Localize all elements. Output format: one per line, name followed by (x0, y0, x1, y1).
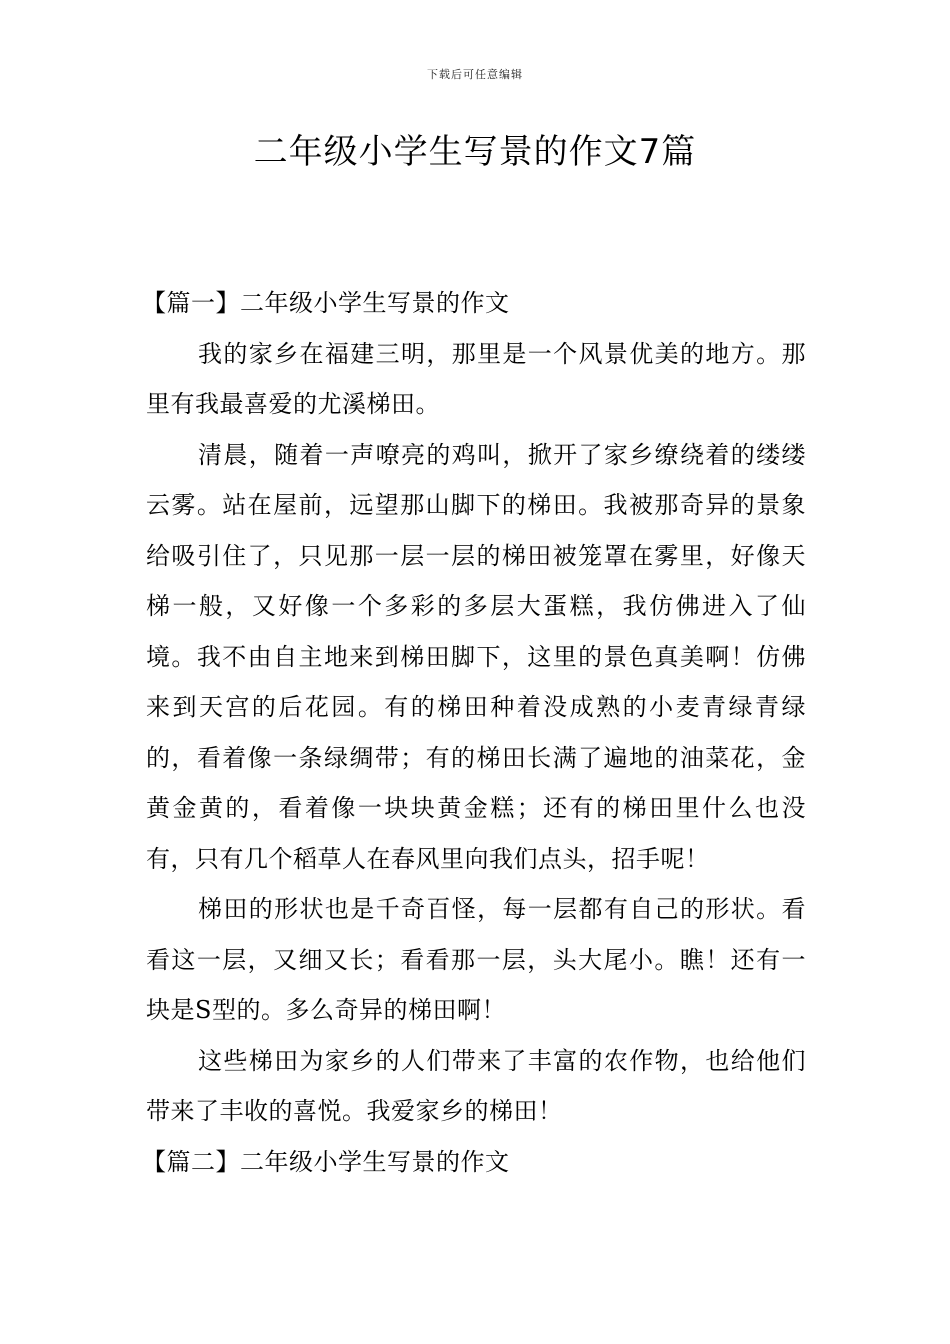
paragraph-2: 清晨，随着一声嘹亮的鸡叫，掀开了家乡缭绕着的缕缕云雾。站在屋前，远望那山脚下的梯田。我被那奇异的景象给吸引住了，只见那一层一层的梯田被笼罩在雾里，好像天梯一般，又好像一个多彩的多层大蛋糕，我仿佛进入了仙境。我不由自主地来到梯田脚下，这里的景色真美啊！仿佛来到天宫的后花园。有的梯田种着没成熟的小麦青绿青绿的，看着像一条绿绸带；有的梯田长满了遍地的油菜花，金黄金黄的，看着像一块块黄金糕；还有的梯田里什么也没有，只有几个稻草人在春风里向我们点头，招手呢！ (146, 440, 806, 873)
document-title: 二年级小学生写景的作文7篇 (253, 132, 697, 172)
document-body (142, 278, 806, 1187)
header-note: 下载后可任意编辑 (427, 68, 523, 81)
section-heading-2: 【篇二】二年级小学生写景的作文 (142, 1147, 510, 1176)
section-heading-1: 【篇一】二年级小学生写景的作文 (142, 289, 510, 317)
paragraph-3: 梯田的形状也是千奇百怪，每一层都有自己的形状。看看这一层，又细又长；看看那一层，头大尾小。瞧！还有一块是S型的。多么奇异的梯田啊！ (146, 895, 806, 1024)
paragraph-4: 这些梯田为家乡的人们带来了丰富的农作物，也给他们带来了丰收的喜悦。我爱家乡的梯田！ (146, 1046, 806, 1125)
paragraph-1: 我的家乡在福建三明，那里是一个风景优美的地方。那里有我最喜爱的尤溪梯田。 (146, 339, 806, 418)
